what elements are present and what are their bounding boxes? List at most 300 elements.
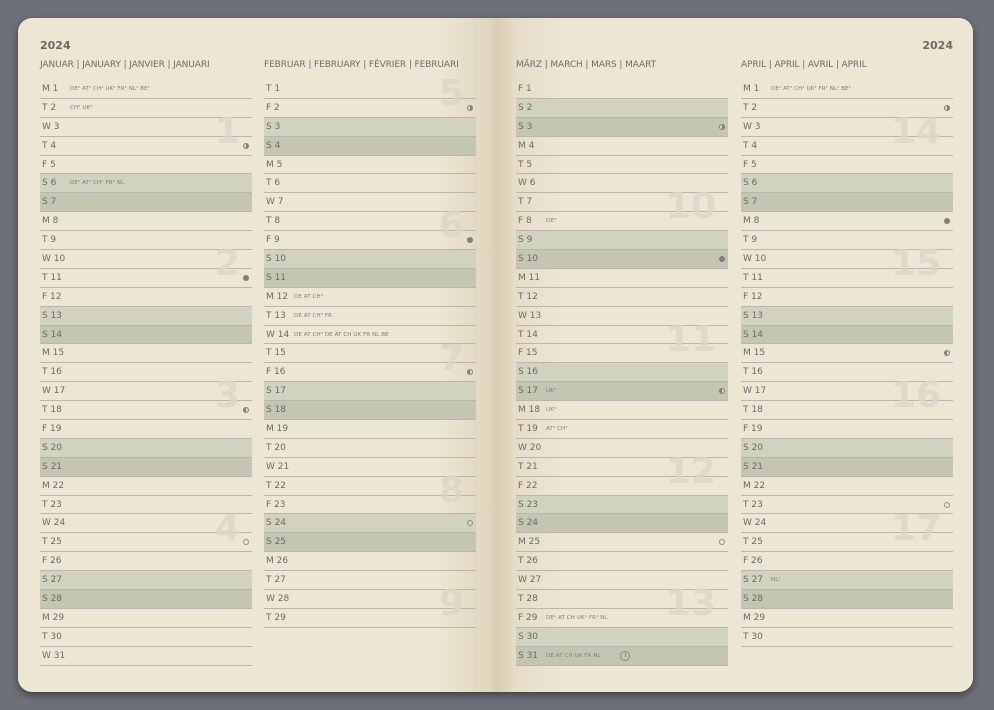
day-row[interactable]	[264, 609, 476, 628]
day-row[interactable]	[516, 269, 728, 288]
holiday-tags: DE¹ AT CH UK¹ FR³ NL	[546, 614, 608, 621]
day-label: M 1	[743, 84, 760, 94]
day-row[interactable]	[40, 326, 252, 345]
day-label: M 18	[518, 405, 541, 416]
day-row[interactable]	[40, 401, 252, 420]
holiday-tags: UK³	[546, 388, 557, 395]
day-row[interactable]	[264, 420, 476, 439]
day-row[interactable]	[516, 80, 728, 99]
day-label: S 7	[743, 197, 758, 208]
moon-phase-icon	[243, 143, 249, 149]
day-row[interactable]	[264, 307, 476, 326]
day-label: T 5	[518, 159, 533, 170]
day-row[interactable]	[264, 118, 476, 137]
day-row[interactable]	[40, 344, 252, 363]
day-row[interactable]	[741, 174, 953, 193]
day-row[interactable]	[264, 571, 476, 590]
day-row[interactable]	[264, 439, 476, 458]
day-row[interactable]	[741, 344, 953, 363]
moon-phase-icon	[719, 256, 725, 262]
day-row[interactable]	[741, 288, 953, 307]
day-label: S 27	[743, 575, 764, 586]
day-row[interactable]	[516, 174, 728, 193]
day-row[interactable]	[741, 80, 953, 99]
day-label: T 1	[266, 84, 281, 94]
day-label: T 9	[42, 235, 57, 246]
week-number: 8	[438, 469, 464, 511]
holiday-tags: DE AT CH³ FR	[294, 312, 333, 319]
day-row[interactable]	[264, 269, 476, 288]
day-row[interactable]	[741, 496, 953, 515]
day-label: T 6	[266, 178, 281, 189]
day-label: F 15	[518, 348, 538, 359]
day-row[interactable]	[40, 647, 252, 666]
day-label: T 25	[42, 537, 62, 548]
day-label: M 11	[518, 272, 541, 283]
day-label: S 4	[266, 140, 281, 151]
week-number: 2	[214, 243, 240, 285]
day-label: W 6	[518, 178, 536, 189]
moon-phase-icon	[243, 539, 249, 545]
day-row[interactable]	[741, 533, 953, 552]
day-row[interactable]	[741, 514, 953, 533]
month-column-january	[40, 60, 252, 666]
day-row[interactable]	[264, 174, 476, 193]
day-label: T 16	[42, 367, 62, 378]
week-number: 9	[438, 583, 464, 625]
day-label: W 31	[42, 650, 66, 661]
day-label: M 15	[743, 348, 766, 359]
day-row[interactable]	[40, 496, 252, 515]
month-column-april	[741, 60, 953, 647]
day-label: S 13	[743, 310, 764, 321]
day-row[interactable]	[516, 628, 728, 647]
day-label: W 24	[42, 518, 66, 529]
week-number: 3	[214, 375, 240, 417]
week-number: 4	[214, 507, 240, 549]
day-label: W 20	[518, 442, 542, 453]
day-label: W 14	[266, 329, 290, 340]
day-label: S 16	[518, 367, 539, 378]
day-row[interactable]	[516, 118, 728, 137]
day-label: M 1	[42, 84, 59, 94]
day-label: S 28	[743, 594, 764, 605]
day-row[interactable]	[516, 307, 728, 326]
week-number: 11	[665, 318, 716, 360]
day-label: F 8	[518, 216, 532, 227]
day-label: T 8	[266, 216, 281, 227]
holiday-tags: DE¹ AT¹ CH¹ UK¹ FR¹ NL¹ BE¹	[771, 86, 852, 92]
day-row[interactable]	[741, 156, 953, 175]
day-label: F 23	[266, 499, 286, 510]
day-label: T 27	[266, 575, 286, 586]
day-row[interactable]	[516, 326, 728, 345]
day-label: F 2	[266, 102, 280, 113]
day-label: S 7	[42, 197, 57, 208]
day-label: M 26	[266, 556, 289, 567]
day-row[interactable]	[40, 571, 252, 590]
day-row[interactable]	[264, 137, 476, 156]
day-row[interactable]	[516, 193, 728, 212]
day-label: F 5	[743, 159, 757, 170]
day-label: S 13	[42, 310, 63, 321]
moon-phase-icon	[944, 502, 950, 508]
day-row[interactable]	[741, 99, 953, 118]
day-label: S 3	[518, 121, 533, 132]
holiday-tags: DE³	[546, 218, 557, 225]
day-row[interactable]	[40, 439, 252, 458]
day-label: T 22	[266, 480, 286, 491]
moon-phase-icon	[944, 350, 950, 356]
moon-phase-icon	[719, 124, 725, 130]
moon-phase-icon	[467, 520, 473, 526]
day-row[interactable]	[40, 288, 252, 307]
planner-spread	[18, 18, 973, 692]
day-label: F 9	[266, 235, 280, 246]
holiday-tags: DE AT CH³ DE AT CH UK FR NL BE	[294, 331, 389, 338]
week-number: 14	[890, 110, 941, 152]
day-row[interactable]	[516, 609, 728, 628]
day-row[interactable]	[741, 137, 953, 156]
day-row[interactable]	[516, 99, 728, 118]
day-row[interactable]	[40, 477, 252, 496]
day-label: S 17	[266, 386, 287, 397]
day-label: T 26	[518, 556, 538, 567]
day-row[interactable]	[516, 344, 728, 363]
day-label: S 2	[518, 102, 533, 113]
day-label: W 27	[518, 575, 542, 586]
day-row[interactable]	[264, 250, 476, 269]
day-label: T 11	[743, 272, 763, 283]
day-row[interactable]	[516, 401, 728, 420]
day-row[interactable]	[264, 231, 476, 250]
week-number: 5	[438, 73, 464, 114]
moon-phase-icon	[467, 237, 473, 243]
day-label: W 3	[743, 121, 761, 132]
day-row[interactable]	[741, 231, 953, 250]
day-row[interactable]	[741, 458, 953, 477]
day-label: M 22	[743, 480, 766, 491]
day-label: T 18	[42, 405, 62, 416]
day-row[interactable]	[264, 514, 476, 533]
day-label: S 10	[518, 254, 539, 265]
day-row[interactable]	[40, 118, 252, 137]
day-row[interactable]	[741, 628, 953, 647]
day-row[interactable]	[741, 382, 953, 401]
day-row[interactable]	[516, 590, 728, 609]
day-label: S 3	[266, 121, 281, 132]
day-label: W 10	[743, 254, 767, 265]
month-header: MÄRZ | MARCH | MARS | MAART	[516, 60, 656, 70]
day-label: F 22	[518, 480, 538, 491]
day-row[interactable]	[40, 80, 252, 99]
day-row[interactable]	[741, 212, 953, 231]
day-row[interactable]	[264, 99, 476, 118]
day-row[interactable]	[516, 420, 728, 439]
moon-phase-icon	[719, 539, 725, 545]
day-row[interactable]	[40, 193, 252, 212]
day-row[interactable]	[40, 458, 252, 477]
day-row[interactable]	[40, 420, 252, 439]
holiday-tags: UK³	[546, 407, 557, 414]
day-row[interactable]	[264, 382, 476, 401]
day-label: S 18	[266, 405, 287, 416]
day-label: T 20	[266, 442, 286, 453]
day-row[interactable]	[264, 363, 476, 382]
day-row[interactable]	[741, 552, 953, 571]
day-label: M 12	[266, 291, 289, 302]
day-row[interactable]	[40, 307, 252, 326]
day-label: S 25	[266, 537, 287, 548]
week-number: 16	[890, 375, 941, 417]
day-row[interactable]	[40, 628, 252, 647]
day-label: W 13	[518, 310, 542, 321]
day-label: F 16	[266, 367, 286, 378]
day-label: S 31	[518, 650, 539, 661]
day-label: M 8	[42, 216, 59, 227]
day-row[interactable]	[516, 477, 728, 496]
day-label: T 25	[743, 537, 763, 548]
day-row[interactable]	[741, 420, 953, 439]
day-row[interactable]	[741, 439, 953, 458]
moon-phase-icon	[467, 105, 473, 111]
day-label: T 30	[42, 631, 62, 642]
day-label: T 4	[42, 140, 57, 151]
day-row[interactable]	[40, 231, 252, 250]
day-label: S 20	[743, 442, 764, 453]
day-row[interactable]	[264, 80, 476, 99]
day-row[interactable]	[516, 552, 728, 571]
day-row[interactable]	[40, 269, 252, 288]
month-header: APRIL | APRIL | AVRIL | APRIL	[741, 60, 867, 70]
day-label: S 30	[518, 631, 539, 642]
day-row[interactable]	[741, 401, 953, 420]
day-label: S 28	[42, 594, 63, 605]
day-label: T 21	[518, 461, 538, 472]
day-label: S 27	[42, 575, 63, 586]
day-label: S 14	[743, 329, 764, 340]
day-row[interactable]	[516, 156, 728, 175]
week-number: 10	[665, 186, 716, 228]
day-row[interactable]	[516, 533, 728, 552]
day-list	[741, 80, 953, 647]
day-row[interactable]	[264, 212, 476, 231]
day-row[interactable]	[264, 477, 476, 496]
day-row[interactable]	[264, 552, 476, 571]
day-label: S 21	[743, 461, 764, 472]
day-label: M 19	[266, 424, 289, 435]
day-row[interactable]	[741, 326, 953, 345]
day-row[interactable]	[264, 496, 476, 515]
moon-phase-icon	[243, 275, 249, 281]
week-number: 6	[438, 205, 464, 247]
day-row[interactable]	[516, 382, 728, 401]
day-label: T 7	[518, 197, 533, 208]
clock-change-icon	[620, 651, 630, 661]
day-row[interactable]	[741, 571, 953, 590]
day-label: T 28	[518, 594, 538, 605]
day-label: W 28	[266, 594, 290, 605]
day-row[interactable]	[741, 269, 953, 288]
month-header: JANUAR | JANUARY | JANVIER | JANUARI	[40, 60, 210, 70]
day-label: F 12	[42, 291, 62, 302]
day-label: T 30	[743, 631, 763, 642]
day-row[interactable]	[40, 363, 252, 382]
day-label: W 24	[743, 518, 767, 529]
day-row[interactable]	[264, 533, 476, 552]
day-label: M 8	[743, 216, 760, 227]
day-row[interactable]	[264, 288, 476, 307]
day-row[interactable]	[516, 363, 728, 382]
day-row[interactable]	[741, 250, 953, 269]
day-row[interactable]	[264, 458, 476, 477]
day-row[interactable]	[741, 609, 953, 628]
day-row[interactable]	[40, 250, 252, 269]
day-label: T 15	[266, 348, 286, 359]
week-number: 7	[438, 337, 464, 379]
day-row[interactable]	[40, 137, 252, 156]
month-header: FEBRUAR | FEBRUARY | FÉVRIER | FEBRUARI	[264, 60, 459, 70]
day-row[interactable]	[516, 231, 728, 250]
day-row[interactable]	[741, 363, 953, 382]
day-label: M 15	[42, 348, 65, 359]
week-number: 13	[665, 583, 716, 625]
day-row[interactable]	[516, 137, 728, 156]
day-row[interactable]	[40, 514, 252, 533]
week-number: 12	[665, 451, 716, 492]
day-label: T 14	[518, 329, 538, 340]
moon-phase-icon	[243, 407, 249, 413]
day-row[interactable]	[516, 439, 728, 458]
day-row[interactable]	[40, 552, 252, 571]
day-row[interactable]	[264, 326, 476, 345]
day-row[interactable]	[516, 647, 728, 666]
day-row[interactable]	[40, 590, 252, 609]
day-label: S 21	[42, 461, 63, 472]
moon-phase-icon	[944, 105, 950, 111]
day-list	[40, 80, 252, 666]
day-label: F 29	[518, 612, 538, 623]
day-list	[516, 80, 728, 666]
holiday-tags: DE AT CH UK FR NL	[546, 652, 601, 659]
holiday-tags: CH² UK³	[70, 104, 93, 111]
day-label: W 21	[266, 461, 290, 472]
day-label: M 5	[266, 159, 283, 170]
day-label: T 13	[266, 310, 286, 321]
day-row[interactable]	[516, 250, 728, 269]
day-label: T 9	[743, 235, 758, 246]
day-row[interactable]	[516, 514, 728, 533]
day-row[interactable]	[40, 212, 252, 231]
day-label: W 17	[42, 386, 66, 397]
day-label: T 2	[42, 102, 57, 113]
holiday-tags: AT³ CH³	[546, 426, 568, 433]
day-list	[264, 73, 476, 628]
day-label: M 25	[518, 537, 541, 548]
day-label: S 23	[518, 499, 539, 510]
week-number: 15	[890, 243, 941, 285]
day-label: T 19	[518, 424, 538, 435]
moon-phase-icon	[944, 218, 950, 224]
day-label: T 18	[743, 405, 763, 416]
day-label: M 4	[518, 140, 535, 151]
week-number: 17	[890, 507, 941, 549]
day-row[interactable]	[516, 212, 728, 231]
day-row[interactable]	[741, 193, 953, 212]
day-row[interactable]	[264, 156, 476, 175]
day-row[interactable]	[264, 193, 476, 212]
day-label: S 6	[42, 178, 57, 189]
day-label: T 12	[518, 291, 538, 302]
day-label: F 19	[42, 424, 62, 435]
year-left: 2024	[40, 39, 71, 52]
day-label: F 26	[743, 556, 763, 567]
day-label: F 12	[743, 291, 763, 302]
day-row[interactable]	[40, 609, 252, 628]
day-label: S 6	[743, 178, 758, 189]
day-label: S 17	[518, 386, 539, 397]
moon-phase-icon	[719, 388, 725, 394]
day-row[interactable]	[40, 99, 252, 118]
day-row[interactable]	[264, 590, 476, 609]
day-label: M 29	[42, 612, 65, 623]
day-label: T 23	[743, 499, 763, 510]
day-label: F 19	[743, 424, 763, 435]
day-label: S 10	[266, 254, 287, 265]
day-label: S 20	[42, 442, 63, 453]
month-column-march	[516, 60, 728, 666]
day-row[interactable]	[741, 307, 953, 326]
day-label: S 9	[518, 235, 533, 246]
holiday-tags: DE¹ AT¹ CH¹ UK¹ FR¹ NL¹ BE¹	[70, 86, 151, 92]
year-right: 2024	[922, 39, 953, 52]
day-label: W 17	[743, 386, 767, 397]
day-row[interactable]	[264, 401, 476, 420]
day-row[interactable]	[40, 156, 252, 175]
day-label: M 22	[42, 480, 65, 491]
day-row[interactable]	[40, 174, 252, 193]
day-label: W 3	[42, 121, 60, 132]
month-column-february	[264, 60, 476, 628]
day-row[interactable]	[516, 496, 728, 515]
day-label: W 10	[42, 254, 66, 265]
day-label: W 7	[266, 197, 284, 208]
day-label: T 4	[743, 140, 758, 151]
day-row[interactable]	[741, 118, 953, 137]
day-label: M 29	[743, 612, 766, 623]
holiday-tags: DE AT CH³	[294, 293, 323, 300]
day-row[interactable]	[40, 382, 252, 401]
day-row[interactable]	[264, 344, 476, 363]
day-label: F 1	[518, 84, 532, 94]
day-row[interactable]	[40, 533, 252, 552]
day-label: F 26	[42, 556, 62, 567]
day-row[interactable]	[516, 571, 728, 590]
week-number: 1	[214, 110, 240, 152]
holiday-tags: DE² AT¹ CH² FR³ NL	[70, 180, 125, 187]
day-label: S 24	[518, 518, 539, 529]
holiday-tags: NL¹	[771, 577, 781, 584]
day-row[interactable]	[741, 590, 953, 609]
day-label: T 16	[743, 367, 763, 378]
day-row[interactable]	[516, 288, 728, 307]
day-label: T 2	[743, 102, 758, 113]
day-label: F 5	[42, 159, 56, 170]
day-row[interactable]	[516, 458, 728, 477]
day-label: S 11	[266, 272, 287, 283]
day-label: T 29	[266, 612, 286, 623]
day-row[interactable]	[741, 477, 953, 496]
